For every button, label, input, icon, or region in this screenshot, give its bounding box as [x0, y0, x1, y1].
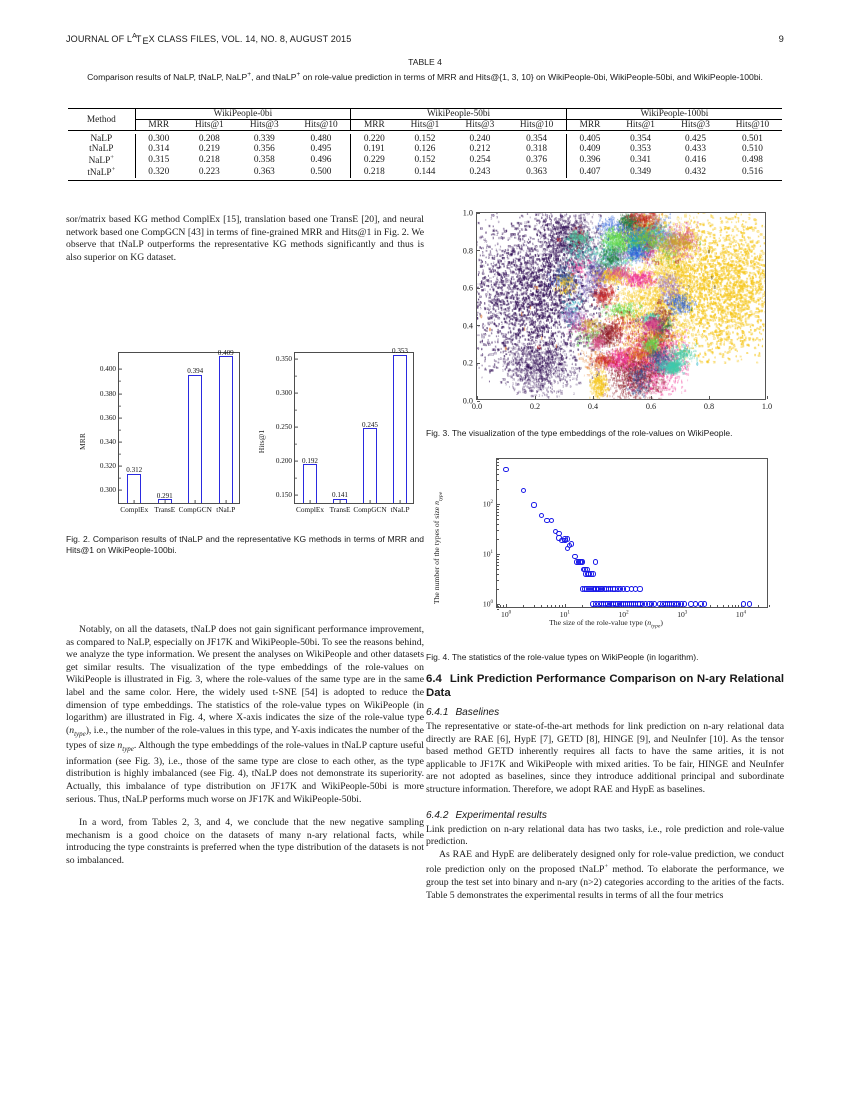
table-caption-text: Comparison results of NaLP, tNaLP, NaLP+, and tNaLP+ on role-value prediction in terms of MRR and Hits@{1, 3, 10} on WikiPeople-0bi, WikiPeople-50bi, and WikiPeople-100bi.	[87, 71, 763, 83]
y-minor-tick	[497, 480, 499, 481]
x-tick-label: TransE	[154, 505, 176, 514]
x-tick-label: tNaLP	[216, 505, 236, 514]
x-tick-mark	[593, 396, 594, 399]
x-tick-mark	[195, 500, 196, 503]
th-group-2: WikiPeople-100bi	[566, 109, 782, 120]
scatter-point	[569, 541, 574, 546]
y-tick-mark	[119, 466, 122, 467]
x-minor-tick	[717, 605, 718, 607]
table-cell: 0.191	[351, 144, 398, 154]
y-tick-label: 0.8	[462, 246, 473, 256]
x-minor-tick	[723, 605, 724, 607]
table-cell: 0.354	[630, 133, 652, 144]
section-heading-6-4: 6.4 Link Prediction Performance Comparison on N-ary Relational Data	[426, 673, 784, 699]
y-minor-tick	[497, 562, 499, 563]
y-tick-label: 0.300	[275, 388, 292, 397]
x-tick-mark	[134, 500, 135, 503]
y-minor-tick	[497, 565, 499, 566]
table-cell: 0.405	[566, 134, 613, 144]
y-axis-label-mrr: MRR	[77, 433, 87, 450]
x-tick-label: TransE	[329, 505, 351, 514]
bar-value-label: 0.192	[302, 456, 318, 465]
table-cell: 0.376	[526, 154, 548, 165]
y-minor-tick	[497, 524, 499, 525]
y-tick-label: 0.0	[462, 396, 473, 406]
table-bottom-rule	[68, 178, 782, 181]
x-tick-mark	[310, 500, 311, 503]
table-cell: 0.510	[742, 143, 763, 154]
figure-4-y-axis-label: The number of the types of size $n_{type}$	[432, 491, 444, 605]
y-tick-label: 0.2	[462, 358, 473, 368]
y-tick-label: 0.340	[99, 438, 116, 447]
table-metric-header-row	[68, 120, 782, 131]
y-minor-tick	[497, 604, 500, 605]
table-row	[68, 154, 782, 166]
x-minor-tick	[500, 605, 501, 607]
table-row-method: NaLP+	[88, 153, 115, 166]
scatter-point	[702, 601, 707, 606]
x-minor-tick	[769, 605, 770, 607]
x-tick-label: 0.2	[529, 402, 541, 411]
th-metric-1-1: Hits@1	[410, 120, 440, 130]
y-minor-tick	[497, 459, 499, 460]
paragraph-baselines: The representative or state-of-the-art methods for link prediction on n-ary relational data directly are RAE [6], HypE [7], GETD [8], HINGE [9], and NeuInfer [10]. As the tensor based method GETD inherently requires all facts to have the same arities, it is not applicable to JF17K and WikiPeople with mixed arities. To be fair, HINGE and NeuInfer are not adopted as baselines, since they introduce additional principal and subordinate structure information. Therefore, we adopt RAE and HypE as baselines.	[426, 721, 784, 795]
x-minor-tick	[562, 605, 563, 607]
table-cell: 0.516	[742, 166, 763, 177]
journal-title: JOURNAL OF $L^ATEX$ CLASS FILES, VOL. 14, NO. 8, AUGUST 2015	[66, 33, 352, 47]
scatter-point	[741, 601, 746, 606]
th-metric-0-2: Hits@3	[249, 120, 279, 130]
table-cell: 0.353	[630, 143, 652, 154]
y-tick-label: $10^2$	[482, 499, 493, 509]
table-row-method: tNaLP+	[87, 165, 116, 178]
table-cell: 0.409	[566, 144, 613, 154]
section-heading-6-4-1: 6.4.1 Baselines	[426, 707, 500, 718]
table-cell: 0.425	[685, 133, 706, 144]
y-tick-label: $10^0$	[482, 599, 493, 609]
y-tick-mark	[295, 358, 298, 359]
x-tick-label: ComplEx	[120, 505, 149, 514]
figure-3-plot-area	[462, 208, 773, 411]
x-minor-tick	[551, 605, 552, 607]
y-minor-tick	[497, 554, 500, 555]
y-axis-label-hits1: Hits@1	[257, 429, 267, 454]
y-minor-tick	[497, 606, 499, 607]
paragraph-experimental-results-2: As RAE and HypE are deliberately designed only for role-value prediction, we conduct role prediction only on the proposed tNaLP+ method. To elaborate the performance, we group the test set into binary and n-ary (n>2) categories according to the arities of the facts. Table 5 demonstrates the experimental results in terms of all the four metrics	[426, 848, 784, 901]
table-row	[68, 144, 782, 154]
x-tick-label: 0.0	[471, 402, 483, 411]
y-tick-mark	[119, 490, 122, 491]
table-cell: 0.314	[135, 144, 182, 154]
figure-3	[432, 206, 780, 426]
table-cell: 0.349	[630, 166, 652, 177]
y-tick-mark	[477, 401, 480, 402]
table-cell: 0.358	[253, 154, 275, 165]
y-minor-tick	[497, 512, 499, 513]
th-metric-2-3: Hits@10	[735, 120, 770, 130]
th-metric-2-2: Hits@3	[681, 120, 710, 130]
scatter-point	[580, 559, 585, 564]
results-table	[68, 108, 782, 181]
scatter-point	[531, 502, 536, 507]
table-cell: 0.212	[469, 143, 491, 154]
table-cell: 0.501	[742, 133, 763, 144]
bar-value-label: 0.141	[332, 491, 348, 500]
y-tick-mark	[119, 417, 122, 418]
scatter-point	[549, 518, 554, 523]
x-tick-label: 0.6	[645, 402, 657, 411]
table-row	[68, 166, 782, 178]
figure-4	[432, 452, 780, 644]
y-tick-mark	[295, 460, 298, 461]
x-tick-label: tNaLP	[390, 505, 410, 514]
y-tick-label: 0.400	[99, 365, 116, 374]
y-minor-tick	[497, 530, 499, 531]
section-heading-6-4-2: 6.4.2 Experimental results	[426, 809, 547, 821]
table-cell: 0.341	[630, 154, 652, 165]
table-cell: 0.498	[742, 154, 763, 165]
table-cell: 0.144	[414, 166, 436, 177]
bar	[363, 428, 377, 503]
table-caption	[66, 56, 784, 84]
table-cell: 0.315	[135, 154, 182, 166]
figure-2-mrr-chart	[70, 344, 246, 530]
table-cell: 0.500	[310, 166, 332, 177]
y-minor-tick	[497, 589, 499, 590]
table-cell: 0.126	[414, 143, 436, 154]
right-column	[426, 672, 784, 902]
y-tick-label: $10^1$	[482, 549, 493, 559]
plot-area-hits1	[275, 347, 414, 514]
table-cell: 0.229	[351, 154, 398, 166]
y-tick-label: 1.0	[462, 208, 473, 218]
paragraph-complex-baselines: sor/matrix based KG method ComplEx [15], translation based one TransE [20], and neural network based one CompGCN [43] in terms of fine-grained MRR and Hits@1 in Fig. 2. We observe that tNaLP outperforms the representative KG methods significantly and thus is also superior on KG dataset.	[66, 214, 424, 263]
y-minor-tick	[119, 454, 121, 455]
figure-4-caption: Fig. 4. The statistics of the role-value types on WikiPeople (in logarithm).	[426, 652, 699, 662]
x-minor-tick	[523, 605, 524, 607]
bar-value-label: 0.394	[187, 367, 204, 376]
x-minor-tick	[555, 605, 556, 607]
table-cell: 0.432	[685, 166, 706, 177]
scatter-point	[590, 571, 595, 576]
y-tick-label: 0.200	[275, 456, 292, 465]
table-cell: 0.356	[253, 143, 275, 154]
table-cell: 0.152	[414, 133, 436, 144]
table-cell: 0.363	[526, 166, 548, 177]
y-minor-tick	[295, 443, 297, 444]
table-cell: 0.218	[351, 166, 398, 178]
x-tick-label: $10^1$	[559, 610, 570, 619]
x-minor-tick	[559, 605, 560, 607]
running-head	[66, 33, 784, 47]
y-tick-label: 0.6	[462, 283, 473, 293]
left-column-top	[66, 214, 424, 264]
table-cell: 0.208	[198, 133, 220, 144]
scatter-point	[539, 513, 544, 518]
x-tick-label: 1.0	[761, 402, 773, 411]
y-minor-tick	[119, 405, 121, 406]
figure-3-caption: Fig. 3. The visualization of the type embeddings of the role-values on WikiPeople.	[426, 428, 733, 438]
x-tick-label: 0.4	[587, 402, 599, 411]
x-tick-label: CompGCN	[178, 505, 212, 514]
th-metric-2-0: MRR	[566, 120, 613, 131]
x-tick-mark	[709, 396, 710, 399]
table-cell: 0.407	[566, 166, 613, 178]
th-metric-0-0: MRR	[135, 120, 182, 131]
x-minor-tick	[547, 605, 548, 607]
bar-value-label: 0.245	[362, 420, 378, 429]
table-cell: 0.300	[135, 134, 182, 144]
tsne-scatter-canvas	[477, 213, 765, 399]
y-minor-tick	[295, 375, 297, 376]
y-minor-tick	[119, 430, 121, 431]
table-row	[68, 134, 782, 144]
x-tick-label: $10^2$	[618, 610, 629, 619]
table-cell: 0.339	[253, 133, 275, 144]
x-minor-tick	[503, 605, 504, 607]
plot-area-mrr	[99, 348, 240, 514]
y-tick-label: 0.380	[99, 389, 116, 398]
x-tick-label: 0.8	[703, 402, 715, 411]
x-minor-tick	[710, 605, 711, 607]
scatter-point	[682, 601, 687, 606]
y-minor-tick	[497, 489, 499, 490]
table-cell: 0.240	[469, 133, 491, 144]
x-minor-tick	[506, 604, 507, 607]
y-tick-mark	[477, 325, 480, 326]
y-tick-mark	[477, 250, 480, 251]
x-tick-mark	[767, 396, 768, 399]
x-minor-tick	[541, 605, 542, 607]
x-minor-tick	[758, 605, 759, 607]
x-minor-tick	[732, 605, 733, 607]
y-minor-tick	[497, 509, 499, 510]
x-tick-mark	[164, 500, 165, 503]
x-tick-label: ComplEx	[296, 505, 324, 514]
scatter-point	[593, 559, 598, 564]
y-minor-tick	[497, 462, 499, 463]
x-minor-tick	[582, 605, 583, 607]
bar-value-label: 0.409	[217, 348, 234, 357]
bar-value-label: 0.291	[156, 491, 173, 500]
x-minor-tick	[565, 604, 566, 607]
y-tick-mark	[477, 213, 480, 214]
table-row-method: NaLP	[90, 133, 113, 144]
th-metric-1-2: Hits@3	[465, 120, 495, 130]
y-minor-tick	[119, 478, 121, 479]
bar-value-label: 0.312	[126, 466, 143, 475]
th-metric-0-3: Hits@10	[304, 120, 338, 130]
y-minor-tick	[497, 465, 499, 466]
table-cell: 0.496	[310, 154, 332, 165]
y-minor-tick	[497, 559, 499, 560]
bar	[393, 355, 407, 503]
left-column-bottom	[66, 624, 424, 868]
y-tick-label: 0.150	[275, 490, 292, 499]
x-tick-label: $10^3$	[677, 610, 688, 619]
y-tick-label: 0.320	[99, 462, 116, 471]
table-cell: 0.495	[310, 143, 332, 154]
y-tick-label: 0.250	[275, 422, 292, 431]
table-cell: 0.363	[253, 166, 275, 177]
figure-4-x-axis-label: The size of the role-value type $(n_{type})$	[549, 618, 663, 630]
bar-value-label: 0.353	[392, 347, 408, 356]
table-cell: 0.416	[685, 154, 706, 165]
table-cell: 0.433	[685, 143, 706, 154]
x-tick-mark	[225, 500, 226, 503]
x-tick-mark	[340, 500, 341, 503]
bar	[303, 464, 317, 503]
y-minor-tick	[497, 609, 499, 610]
y-minor-tick	[497, 504, 500, 505]
table-row-method: tNaLP	[89, 143, 114, 154]
table-cell: 0.480	[310, 133, 332, 144]
y-tick-mark	[477, 288, 480, 289]
x-tick-mark	[477, 396, 478, 399]
x-minor-tick	[728, 605, 729, 607]
th-metric-2-1: Hits@1	[626, 120, 655, 130]
y-tick-label: 0.4	[462, 321, 473, 331]
y-minor-tick	[497, 569, 499, 570]
figure-2-hits1-chart	[246, 344, 420, 530]
paragraph-conclusion: In a word, from Tables 2, 3, and 4, we conclude that the new negative sampling mechanism is a good choice on the datasets of many n-ary relational facts, while introducing the type constraints is preferred when the type distribution of the datasets is not so imbalanced.	[66, 817, 424, 866]
table-cell: 0.396	[566, 154, 613, 166]
y-tick-mark	[295, 494, 298, 495]
th-group-1: WikiPeople-50bi	[351, 109, 567, 120]
y-minor-tick	[497, 574, 499, 575]
x-tick-mark	[535, 396, 536, 399]
y-tick-mark	[119, 442, 122, 443]
y-tick-mark	[119, 369, 122, 370]
table-cell: 0.152	[414, 154, 436, 165]
table-cell: 0.254	[469, 154, 491, 165]
y-minor-tick	[295, 409, 297, 410]
table-cell: 0.320	[135, 166, 182, 178]
table-cell: 0.243	[469, 166, 491, 177]
y-minor-tick	[497, 519, 499, 520]
x-minor-tick	[534, 605, 535, 607]
th-metric-1-0: MRR	[351, 120, 398, 131]
scatter-point	[747, 601, 752, 606]
y-minor-tick	[497, 580, 499, 581]
table-number: TABLE 4	[408, 57, 442, 67]
y-tick-mark	[295, 426, 298, 427]
table-cell: 0.218	[198, 154, 220, 165]
y-tick-label: 0.350	[275, 354, 292, 363]
table-group-header-row	[68, 109, 782, 120]
x-tick-label: $10^0$	[501, 610, 512, 619]
x-tick-mark	[400, 500, 401, 503]
scatter-point	[637, 586, 642, 591]
bar	[188, 375, 202, 503]
x-minor-tick	[735, 605, 736, 607]
paragraph-experimental-results-1: Link prediction on n-ary relational data has two tasks, i.e., role prediction and role-value prediction.	[426, 823, 784, 848]
x-minor-tick	[738, 605, 739, 607]
paragraph-type-analysis: Notably, on all the datasets, tNaLP does not gain significant performance improvement, as compared to NaLP, especially on JF17K and WikiPeople-50bi. To see the reasons behind, we analyze the type information. We present the analyses on WikiPeople and other datasets get similar results. The visualization of the type embeddings of the role-values on WikiPeople is illustrated in Fig. 3, where the role-values of the same type are in the same label and the same color. Here, the widely used t-SNE [54] is adopted to reduce the dimension of type embeddings. The statistics of the role-value types on WikiPeople (in logarithm) are illustrated in Fig. 4, where X-axis indicates the size of the role-value type $(n_{type})$, i.e., the number of the role-values in this type, and Y-axis indicates the number of the types of size $n_{type}$. Although the type embeddings of the role-values in tNaLP capture useful information (see Fig. 3), i.e., those of the same type are close to each other, as the type distribution is highly imbalanced (see Fig. 4), tNaLP does not demonstrate its superiority. Actually, this imbalance of type distribution on JF17K and WikiPeople-50bi is more serious. Thus, tNaLP performs much worse on JF17K and WikiPeople-50bi.	[66, 624, 424, 805]
y-tick-mark	[477, 363, 480, 364]
y-minor-tick	[497, 474, 499, 475]
bar	[219, 356, 233, 503]
th-method: Method	[68, 109, 135, 131]
x-tick-label: CompGCN	[353, 505, 387, 514]
figure-2-caption: Fig. 2. Comparison results of tNaLP and the representative KG methods in terms of MRR and Hits@1 on WikiPeople-100bi.	[66, 534, 424, 556]
table-4	[68, 108, 782, 181]
bar	[127, 474, 141, 503]
table-cell: 0.220	[351, 134, 398, 144]
table-cell: 0.223	[198, 166, 220, 177]
scatter-point	[521, 488, 526, 493]
page-number: 9	[778, 33, 784, 45]
y-minor-tick	[497, 539, 499, 540]
y-tick-label: 0.360	[99, 413, 116, 422]
figure-2	[70, 344, 420, 530]
table-cell: 0.318	[526, 143, 548, 154]
scatter-point	[503, 467, 508, 472]
y-tick-mark	[295, 392, 298, 393]
x-tick-mark	[370, 500, 371, 503]
y-tick-label: 0.300	[99, 486, 116, 495]
y-minor-tick	[497, 556, 499, 557]
y-minor-tick	[497, 515, 499, 516]
th-metric-0-1: Hits@1	[195, 120, 224, 130]
y-minor-tick	[119, 381, 121, 382]
y-minor-tick	[497, 506, 499, 507]
x-tick-mark	[651, 396, 652, 399]
y-minor-tick	[497, 469, 499, 470]
y-minor-tick	[295, 477, 297, 478]
th-metric-1-3: Hits@10	[519, 120, 554, 130]
th-group-0: WikiPeople-0bi	[135, 109, 351, 120]
table-cell: 0.354	[526, 133, 548, 144]
figure-4-plot-area	[482, 458, 768, 619]
y-tick-mark	[119, 393, 122, 394]
table-cell: 0.219	[198, 143, 220, 154]
x-tick-label: $10^4$	[735, 610, 747, 619]
